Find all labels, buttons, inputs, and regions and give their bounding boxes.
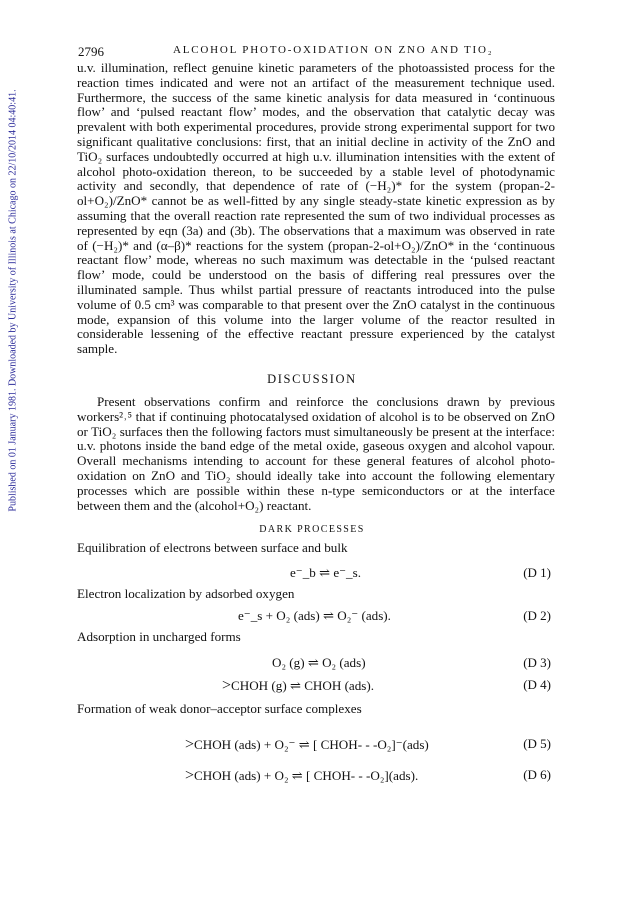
label-localization: Electron localization by adsorbed oxygen — [77, 586, 295, 601]
equation-d1: e⁻_b ⇌ e⁻_s. — [290, 565, 361, 580]
download-notice-sidebar — [2, 20, 24, 580]
equation-number-d5: (D 5) — [523, 736, 551, 751]
equation-d5 — [185, 736, 429, 754]
equation-number-d6: (D 6) — [523, 767, 551, 782]
carbon-branch-icon: > — [222, 677, 232, 694]
equation-number-d4: (D 4) — [523, 677, 551, 692]
equation-number-d1: (D 1) — [523, 565, 551, 580]
equation-d2: e⁻_s + O₂ (ads) ⇌ O₂⁻ (ads). — [238, 608, 391, 623]
equation-d6-text: CHOH (ads) + O₂ ⇌ [ CHOH- - -O₂](ads). — [194, 768, 419, 783]
carbon-branch-icon: > — [185, 736, 195, 753]
running-title: ALCOHOL PHOTO-OXIDATION ON ZNO AND TIO₂ — [173, 44, 494, 56]
label-equilibration: Equilibration of electrons between surface and bulk — [77, 540, 348, 555]
discussion-paragraph — [77, 395, 555, 513]
download-notice-text: Published on 01 January 1981. Downloaded by University of Illinois at Chicago on 22/10/2014 04:40:41. — [7, 88, 19, 512]
label-complexes: Formation of weak donor–acceptor surface complexes — [77, 701, 362, 716]
equation-d3: O₂ (g) ⇌ O₂ (ads) — [272, 655, 366, 670]
equation-number-d2: (D 2) — [523, 608, 551, 623]
page-number: 2796 — [78, 44, 104, 59]
paragraph-text: Present observations confirm and reinforce the conclusions drawn by previous workers²˒⁵ that if continuing photocatalysed oxidation of alcohol is to be observed on ZnO or TiO₂ surfaces then the following factors must simultaneously be present at the interface: u.v. photons inside the band edge of the metal oxide, gaseous oxygen and alcohol vapour. Overall mechanisms intending to account for these general features of alcohol photo-oxidation on ZnO and TiO₂ should ideally take into account the following elementary processes which are possible within these n-type semiconductors or at the interface between them and the (alcohol+O₂) reactant. — [77, 394, 555, 513]
equation-d6 — [185, 767, 418, 785]
equation-d5-text: CHOH (ads) + O₂⁻ ⇌ [ CHOH- - -O₂]⁻(ads) — [194, 737, 429, 752]
results-paragraph — [77, 61, 555, 357]
paragraph-text: u.v. illumination, reflect genuine kinetic parameters of the photoassisted process for the reaction times indicated and were not an artifact of the measurement technique used. Furthermore, the success of the same kinetic analysis for data measured in ‘continuous flow’ and ‘pulsed reactant flow’ modes, and the observation that catalytic decay was prevalent with both experimental procedures, provide strong experimental support for two significant qualitative conclusions: first, that an initial decline in activity of the ZnO and TiO₂ surfaces undoubtedly occurred at high u.v. illumination intensities with the extent of alcohol photo-oxidation thereon, to be succeeded by a stable level of photodynamic activity and secondly, that dependence of rate of (−H₂)* for the system (propan-2-ol+O₂)/ZnO* cannot be as well-fitted by any single steady-state kinetic expression as by assuming that the overall reaction rate represented the sum of two individual processes as represented by eqn (3a) and (3b). The observations that a maximum was observed in rate of (−H₂)* and (α–β)* reactions for the system (propan-2-ol+O₂)/ZnO* in the ‘continuous reactant flow’ mode, whereas no such maximum was detectable in the ‘pulsed reactant flow’ mode, could be understood on the basis of differing real pressures over the illuminated sample. Thus whilst partial pressure of reactants introduced into the pulse volume of 0.5 cm³ was comparable to that present over the ZnO catalyst in the continuous mode, expansion of this volume into the larger volume of the reactor resulted in considerable lessening of the effective reactant pressure experienced by the catalyst sample. — [77, 60, 555, 357]
section-heading-discussion: DISCUSSION — [267, 372, 357, 386]
label-adsorption: Adsorption in uncharged forms — [77, 629, 241, 644]
equation-number-d3: (D 3) — [523, 655, 551, 670]
subheading-dark-processes: DARK PROCESSES — [259, 524, 365, 535]
page-header — [78, 44, 550, 60]
equation-d4 — [222, 677, 374, 695]
carbon-branch-icon: > — [185, 767, 195, 784]
equation-d4-text: CHOH (g) ⇌ CHOH (ads). — [231, 678, 375, 693]
